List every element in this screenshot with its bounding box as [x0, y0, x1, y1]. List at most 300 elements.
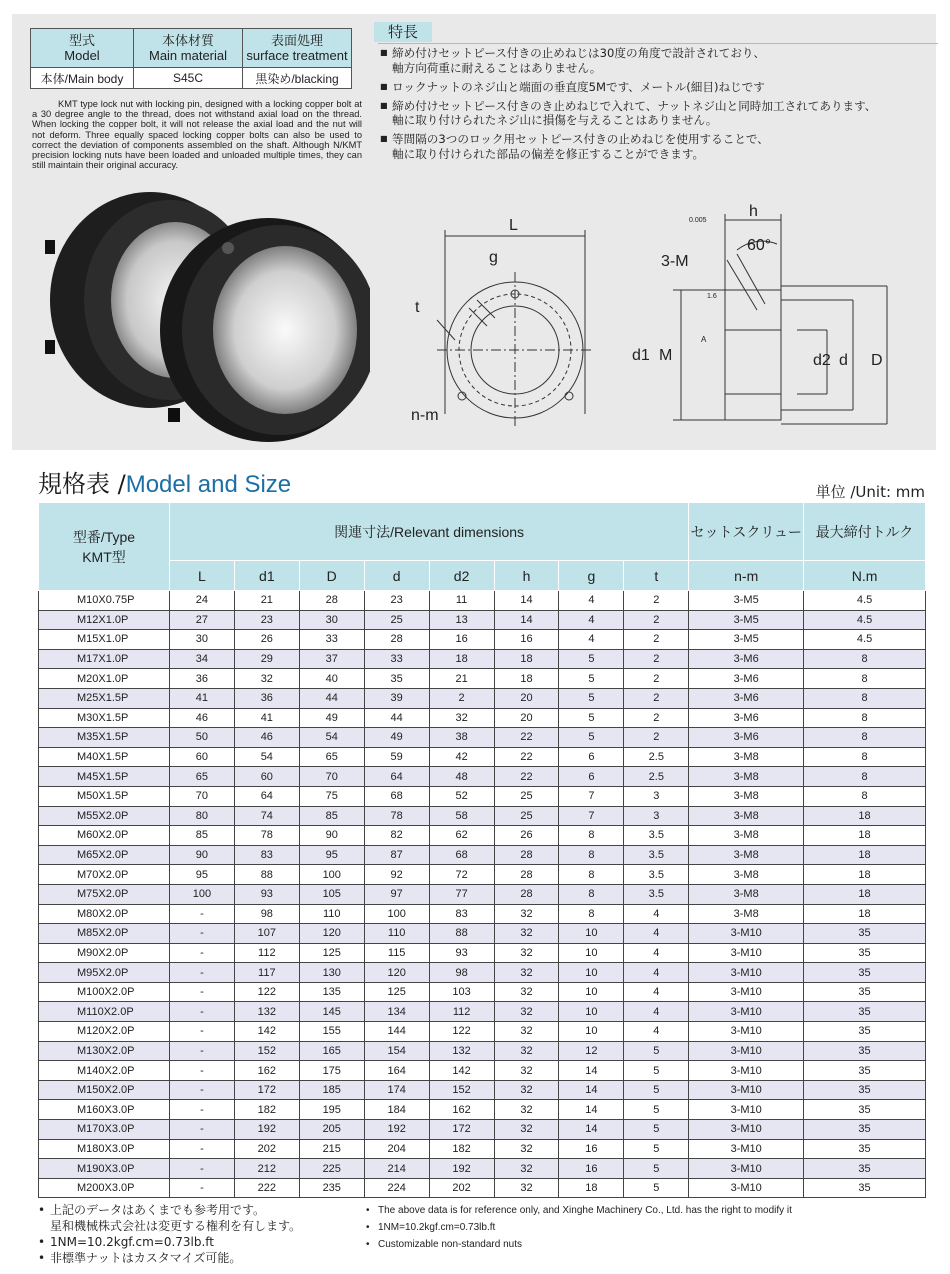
table-cell: 85: [299, 806, 364, 826]
table-row: [39, 747, 926, 767]
table-cell: 18: [804, 806, 926, 826]
table-cell: 23: [234, 610, 299, 630]
table-cell: 175: [299, 1061, 364, 1081]
table-row: [39, 591, 926, 611]
label-d1: d1: [632, 347, 650, 364]
table-cell: 5: [559, 708, 624, 728]
table-cell: 85: [169, 826, 234, 846]
table-cell: 3-M10: [689, 1100, 804, 1120]
label-3m: 3-M: [661, 253, 689, 270]
table-cell: 122: [234, 982, 299, 1002]
table-cell: 8: [559, 865, 624, 885]
table-cell: -: [169, 1041, 234, 1061]
table-cell: 4: [624, 943, 689, 963]
table-cell: 130: [299, 963, 364, 983]
label-d: d: [839, 352, 848, 369]
table-cell: 35: [804, 1002, 926, 1022]
table-cell: 110: [364, 924, 429, 944]
table-cell: 162: [429, 1100, 494, 1120]
table-cell: 54: [299, 728, 364, 748]
table-cell: 195: [299, 1100, 364, 1120]
table-cell: 3-M10: [689, 1002, 804, 1022]
table-cell: 3-M8: [689, 845, 804, 865]
table-cell: 5: [624, 1100, 689, 1120]
table-cell: 8: [559, 845, 624, 865]
table-cell: 16: [559, 1139, 624, 1159]
table-cell: 32: [494, 924, 559, 944]
table-cell: 3.5: [624, 826, 689, 846]
note-item: • Customizable non-standard nuts: [366, 1236, 792, 1253]
table-cell: 21: [234, 591, 299, 611]
table-cell: 5: [559, 649, 624, 669]
table-row: [39, 924, 926, 944]
table-cell: 110: [299, 904, 364, 924]
table-row: [39, 630, 926, 650]
table-cell: 3-M10: [689, 1041, 804, 1061]
table-cell: 3-M10: [689, 1080, 804, 1100]
unit-label: 単位 /Unit: mm: [815, 483, 925, 501]
table-cell: 2: [624, 688, 689, 708]
table-cell: 33: [364, 649, 429, 669]
table-cell: 32: [494, 1080, 559, 1100]
table-cell: 64: [364, 767, 429, 787]
table-cell: M150X2.0P: [39, 1080, 170, 1100]
table-cell: 8: [804, 747, 926, 767]
table-cell: 3-M8: [689, 904, 804, 924]
subheader-9: N.m: [804, 561, 926, 591]
table-cell: 3-M6: [689, 649, 804, 669]
table-cell: 214: [364, 1159, 429, 1179]
table-cell: 4: [559, 630, 624, 650]
table-cell: 22: [494, 728, 559, 748]
table-cell: 8: [804, 708, 926, 728]
table-cell: 30: [169, 630, 234, 650]
table-cell: 2: [624, 728, 689, 748]
table-row: [39, 1100, 926, 1120]
table-cell: 10: [559, 1002, 624, 1022]
table-cell: 72: [429, 865, 494, 885]
table-cell: 82: [364, 826, 429, 846]
subheader-2: D: [299, 561, 364, 591]
table-cell: 7: [559, 806, 624, 826]
label-D: D: [871, 352, 883, 369]
table-row: [39, 649, 926, 669]
table-cell: 28: [494, 845, 559, 865]
table-cell: M20X1.0P: [39, 669, 170, 689]
table-row: [39, 1041, 926, 1061]
table-cell: 3-M8: [689, 826, 804, 846]
table-cell: 2.5: [624, 767, 689, 787]
table-cell: 30: [299, 610, 364, 630]
table-cell: 68: [364, 786, 429, 806]
table-cell: M160X3.0P: [39, 1100, 170, 1120]
table-cell: 8: [804, 767, 926, 787]
table-cell: 37: [299, 649, 364, 669]
mat-header-material: 本体材質 Main material: [134, 29, 243, 68]
note-item: • 上記のデータはあくまでも参考用です。: [38, 1202, 301, 1218]
table-cell: 25: [494, 786, 559, 806]
table-cell: 3.5: [624, 845, 689, 865]
table-cell: 162: [234, 1061, 299, 1081]
table-cell: M100X2.0P: [39, 982, 170, 1002]
table-cell: -: [169, 1022, 234, 1042]
table-cell: 95: [169, 865, 234, 885]
table-row: [39, 688, 926, 708]
table-cell: 58: [429, 806, 494, 826]
table-cell: 3-M8: [689, 806, 804, 826]
notes-jp: [38, 1202, 301, 1266]
table-cell: 10: [559, 982, 624, 1002]
table-cell: M40X1.5P: [39, 747, 170, 767]
table-cell: 2: [624, 649, 689, 669]
table-cell: 49: [299, 708, 364, 728]
table-cell: 4: [624, 1002, 689, 1022]
feature-item: ■ 締め付けセットピース付きの止めねじは30度の角度で設計されており、 軸方向荷重に耐えることはありません。: [380, 46, 940, 75]
table-cell: 18: [429, 649, 494, 669]
table-row: [39, 610, 926, 630]
table-cell: 6: [559, 747, 624, 767]
label-g: g: [489, 249, 498, 266]
feature-item: ■ 締め付けセットピース付きのき止めねじで入れて、ナットネジ山と同時加工されてあります、 軸に取り付けられたネジ山に損傷を与えることはありません。: [380, 99, 940, 128]
table-cell: 26: [234, 630, 299, 650]
table-cell: 88: [234, 865, 299, 885]
table-cell: M170X3.0P: [39, 1120, 170, 1140]
table-cell: 100: [169, 884, 234, 904]
table-cell: 93: [429, 943, 494, 963]
table-cell: 3: [624, 786, 689, 806]
table-cell: 3-M10: [689, 963, 804, 983]
table-cell: 64: [234, 786, 299, 806]
table-cell: 35: [804, 943, 926, 963]
label-t: t: [415, 299, 420, 316]
table-row: [39, 865, 926, 885]
table-row: [39, 904, 926, 924]
table-cell: 5: [624, 1041, 689, 1061]
table-cell: 25: [364, 610, 429, 630]
subheader-5: h: [494, 561, 559, 591]
table-cell: 16: [494, 630, 559, 650]
technical-drawing: [407, 200, 937, 450]
table-cell: 3-M5: [689, 610, 804, 630]
subheader-0: L: [169, 561, 234, 591]
table-cell: 78: [364, 806, 429, 826]
table-cell: 22: [494, 767, 559, 787]
table-cell: 16: [429, 630, 494, 650]
table-cell: 32: [494, 1139, 559, 1159]
table-cell: 6: [559, 767, 624, 787]
table-cell: M140X2.0P: [39, 1061, 170, 1081]
table-cell: 3-M10: [689, 1022, 804, 1042]
table-cell: 10: [559, 1022, 624, 1042]
table-cell: 5: [624, 1159, 689, 1179]
table-cell: 34: [169, 649, 234, 669]
label-h: h: [749, 203, 758, 220]
table-row: [39, 845, 926, 865]
table-cell: 32: [494, 1022, 559, 1042]
table-cell: 35: [804, 1061, 926, 1081]
table-cell: -: [169, 1120, 234, 1140]
table-cell: 3: [624, 806, 689, 826]
table-cell: 5: [624, 1120, 689, 1140]
table-cell: 154: [364, 1041, 429, 1061]
table-cell: M130X2.0P: [39, 1041, 170, 1061]
table-cell: 152: [234, 1041, 299, 1061]
table-cell: M110X2.0P: [39, 1002, 170, 1022]
table-cell: 8: [804, 786, 926, 806]
table-row: [39, 1159, 926, 1179]
table-cell: 192: [364, 1120, 429, 1140]
table-cell: 93: [234, 884, 299, 904]
table-cell: 11: [429, 591, 494, 611]
table-cell: 20: [494, 708, 559, 728]
table-row: [39, 708, 926, 728]
table-cell: 24: [169, 591, 234, 611]
note-item: • The above data is for reference only, and Xinghe Machinery Co., Ltd. has the right to modify it: [366, 1202, 792, 1219]
table-cell: 202: [429, 1178, 494, 1198]
mat-header-surface: 表面処理 surface treatment: [243, 29, 352, 68]
table-cell: 212: [234, 1159, 299, 1179]
table-cell: 32: [494, 1100, 559, 1120]
table-cell: 112: [234, 943, 299, 963]
table-cell: 87: [364, 845, 429, 865]
table-cell: 36: [234, 688, 299, 708]
table-cell: 39: [364, 688, 429, 708]
table-cell: 32: [494, 1120, 559, 1140]
table-cell: 36: [169, 669, 234, 689]
table-cell: 3-M6: [689, 669, 804, 689]
notes-en: [366, 1202, 792, 1253]
table-cell: 28: [494, 865, 559, 885]
table-cell: 18: [559, 1178, 624, 1198]
table-cell: M70X2.0P: [39, 865, 170, 885]
table-cell: M45X1.5P: [39, 767, 170, 787]
table-cell: 120: [299, 924, 364, 944]
table-cell: 41: [169, 688, 234, 708]
table-row: [39, 806, 926, 826]
table-cell: 5: [624, 1178, 689, 1198]
table-cell: 28: [364, 630, 429, 650]
table-cell: 88: [429, 924, 494, 944]
table-cell: 117: [234, 963, 299, 983]
table-cell: 32: [494, 1002, 559, 1022]
table-cell: 3-M10: [689, 1120, 804, 1140]
table-cell: M15X1.0P: [39, 630, 170, 650]
table-cell: 100: [364, 904, 429, 924]
table-cell: 70: [169, 786, 234, 806]
table-cell: 3-M8: [689, 865, 804, 885]
table-cell: 182: [429, 1139, 494, 1159]
table-cell: 205: [299, 1120, 364, 1140]
label-nm: n-m: [411, 407, 439, 424]
table-cell: M75X2.0P: [39, 884, 170, 904]
table-cell: 42: [429, 747, 494, 767]
material-table: [30, 28, 352, 89]
table-cell: 132: [429, 1041, 494, 1061]
table-cell: 3-M10: [689, 1159, 804, 1179]
table-cell: -: [169, 963, 234, 983]
header-dimensions: 関連寸法/Relevant dimensions: [169, 503, 688, 561]
header-type: 型番/Type KMT型: [39, 503, 170, 591]
table-cell: M90X2.0P: [39, 943, 170, 963]
table-cell: 98: [429, 963, 494, 983]
table-cell: 174: [364, 1080, 429, 1100]
table-row: [39, 728, 926, 748]
table-cell: M17X1.0P: [39, 649, 170, 669]
table-row: [39, 1120, 926, 1140]
table-cell: 32: [494, 1159, 559, 1179]
header-panel: [12, 14, 936, 450]
table-cell: 3-M10: [689, 1139, 804, 1159]
table-cell: 3-M8: [689, 786, 804, 806]
table-cell: 23: [364, 591, 429, 611]
table-cell: 100: [299, 865, 364, 885]
table-cell: 13: [429, 610, 494, 630]
mat-cell: 本体/Main body: [31, 68, 134, 89]
table-cell: 29: [234, 649, 299, 669]
table-cell: 4.5: [804, 591, 926, 611]
table-cell: M85X2.0P: [39, 924, 170, 944]
table-cell: 48: [429, 767, 494, 787]
table-cell: 78: [234, 826, 299, 846]
table-cell: M120X2.0P: [39, 1022, 170, 1042]
table-cell: 225: [299, 1159, 364, 1179]
table-cell: 74: [234, 806, 299, 826]
table-cell: 18: [804, 904, 926, 924]
table-cell: 59: [364, 747, 429, 767]
table-cell: 5: [624, 1139, 689, 1159]
table-cell: -: [169, 904, 234, 924]
table-cell: M95X2.0P: [39, 963, 170, 983]
table-cell: 35: [804, 1080, 926, 1100]
table-cell: 60: [234, 767, 299, 787]
table-cell: 32: [494, 904, 559, 924]
table-row: [39, 1139, 926, 1159]
table-cell: 134: [364, 1002, 429, 1022]
table-cell: 35: [804, 1178, 926, 1198]
table-cell: 25: [494, 806, 559, 826]
table-cell: 18: [494, 669, 559, 689]
table-cell: M80X2.0P: [39, 904, 170, 924]
table-cell: 14: [494, 610, 559, 630]
label-datum: A: [701, 335, 707, 344]
table-cell: M55X2.0P: [39, 806, 170, 826]
table-cell: 5: [624, 1080, 689, 1100]
table-cell: 7: [559, 786, 624, 806]
table-cell: -: [169, 1002, 234, 1022]
table-cell: 4: [559, 591, 624, 611]
label-roughness: 1.6: [707, 293, 717, 300]
table-cell: 20: [494, 688, 559, 708]
table-cell: 32: [494, 1041, 559, 1061]
table-row: [39, 826, 926, 846]
table-cell: 65: [299, 747, 364, 767]
table-cell: M35X1.5P: [39, 728, 170, 748]
subheader-1: d1: [234, 561, 299, 591]
table-cell: 50: [169, 728, 234, 748]
table-cell: -: [169, 943, 234, 963]
table-cell: 4: [559, 610, 624, 630]
table-cell: 62: [429, 826, 494, 846]
table-cell: 2: [624, 708, 689, 728]
table-cell: 68: [429, 845, 494, 865]
table-cell: 46: [234, 728, 299, 748]
table-cell: 3-M8: [689, 884, 804, 904]
table-cell: 35: [804, 1139, 926, 1159]
table-row: [39, 943, 926, 963]
table-cell: 60: [169, 747, 234, 767]
table-cell: 165: [299, 1041, 364, 1061]
product-description: KMT type lock nut with locking pin, designed with a locking copper bolt at a 30 degree angle to the thread, does not withstand axial load on the thread. When locking the copper bolt, it will not release the axial load and the nut will not deform. Three equally spaced locking copper bolts can also be used to correct the deviation of components assembled on the shaft. Although N/KMT precision locking nuts have been loaded and unloaded multiple times, they can still maintain their original accuracy.: [32, 99, 362, 171]
table-cell: 18: [804, 826, 926, 846]
table-cell: 75: [299, 786, 364, 806]
table-cell: 4: [624, 1022, 689, 1042]
table-cell: 4: [624, 982, 689, 1002]
table-cell: 98: [234, 904, 299, 924]
table-cell: 35: [804, 1159, 926, 1179]
table-cell: 204: [364, 1139, 429, 1159]
table-cell: 2: [624, 630, 689, 650]
table-cell: 132: [234, 1002, 299, 1022]
table-cell: 14: [494, 591, 559, 611]
table-cell: -: [169, 1159, 234, 1179]
table-cell: 16: [559, 1159, 624, 1179]
table-cell: 28: [299, 591, 364, 611]
table-cell: 4: [624, 904, 689, 924]
table-cell: 145: [299, 1002, 364, 1022]
table-cell: 35: [804, 1120, 926, 1140]
table-row: [39, 963, 926, 983]
table-cell: 8: [804, 688, 926, 708]
table-cell: 3-M8: [689, 767, 804, 787]
table-cell: 32: [494, 1061, 559, 1081]
label-tolerance: 0.005: [689, 217, 707, 224]
table-cell: 152: [429, 1080, 494, 1100]
subheader-8: n-m: [689, 561, 804, 591]
table-cell: 172: [234, 1080, 299, 1100]
table-cell: 83: [234, 845, 299, 865]
table-cell: 4: [624, 963, 689, 983]
table-cell: 2: [624, 669, 689, 689]
table-cell: 107: [234, 924, 299, 944]
table-cell: 182: [234, 1100, 299, 1120]
spec-table: [38, 502, 926, 1198]
table-cell: 3-M10: [689, 1061, 804, 1081]
header-torque: 最大締付トルク: [804, 503, 926, 561]
table-cell: 14: [559, 1100, 624, 1120]
table-cell: 3.5: [624, 865, 689, 885]
table-cell: 112: [429, 1002, 494, 1022]
note-item: • 非標準ナットはカスタマイズ可能。: [38, 1250, 301, 1266]
table-cell: 90: [299, 826, 364, 846]
table-cell: M25X1.5P: [39, 688, 170, 708]
table-row: [39, 786, 926, 806]
table-cell: 222: [234, 1178, 299, 1198]
table-cell: 44: [299, 688, 364, 708]
table-cell: 3-M5: [689, 591, 804, 611]
note-item: 星和機械株式会社は変更する権利を有します。: [50, 1219, 302, 1233]
table-cell: 3-M10: [689, 924, 804, 944]
subheader-3: d: [364, 561, 429, 591]
table-cell: 5: [559, 728, 624, 748]
table-cell: 97: [364, 884, 429, 904]
mat-header-model: 型式 Model: [31, 29, 134, 68]
table-cell: 10: [559, 943, 624, 963]
label-L: L: [509, 217, 518, 234]
table-cell: 26: [494, 826, 559, 846]
table-cell: -: [169, 1080, 234, 1100]
table-cell: 3-M6: [689, 708, 804, 728]
table-cell: 155: [299, 1022, 364, 1042]
